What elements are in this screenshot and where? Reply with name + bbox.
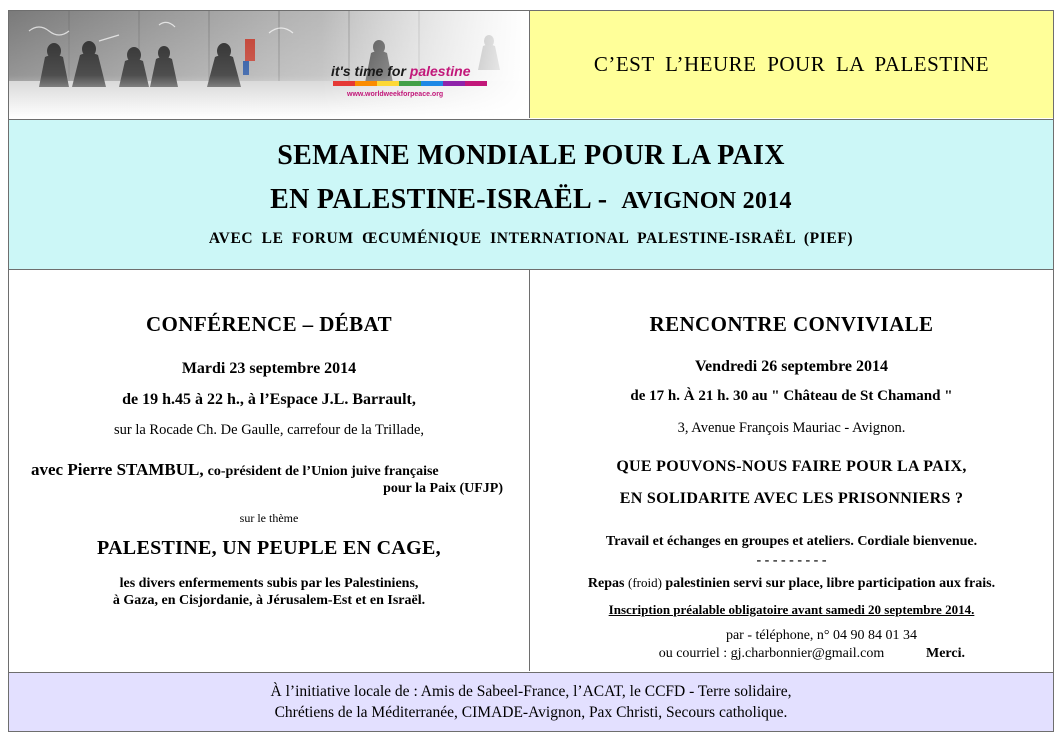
speaker-role-continued: pour la Paix (UFJP) [383, 481, 503, 496]
meeting-work: Travail et échanges en groupes et ateliers. Cordiale bienvenue. [605, 534, 978, 549]
meeting-column [530, 270, 1053, 671]
campaign-logo [331, 63, 471, 79]
title-city: AVIGNON 2014 [621, 188, 792, 214]
meeting-separator: - - - - - - - - - [756, 553, 827, 568]
conference-speaker [31, 460, 503, 480]
meeting-address: 3, Avenue François Mauriac - Avignon. [677, 420, 906, 436]
meal-details: palestinien servi sur place, libre participation aux frais. [661, 576, 996, 591]
conference-column [9, 270, 530, 671]
conference-theme: PALESTINE, UN PEUPLE EN CAGE, [97, 537, 441, 559]
footer-line-2: Chrétiens de la Méditerranée, CIMADE-Avignon, Pax Christi, Secours catholique. [274, 704, 788, 721]
logo-prefix: it's time for [331, 63, 410, 79]
conference-time-place: de 19 h.45 à 22 h., à l’Espace J.L. Barrault, [122, 391, 416, 408]
logo-url[interactable]: www.worldweekforpeace.org [347, 91, 444, 98]
meeting-email[interactable]: ou courriel : gj.charbonnier@gmail.com [658, 646, 885, 661]
meeting-date: Vendredi 26 septembre 2014 [694, 358, 889, 375]
meeting-question-1: QUE POUVONS-NOUS FAIRE POUR LA PAIX, [616, 458, 967, 475]
footer-box [9, 672, 1053, 731]
logo-word: palestine [409, 63, 471, 79]
title-line-1: SEMAINE MONDIALE POUR LA PAIX [277, 140, 785, 171]
meeting-inscription: Inscription préalable obligatoire avant samedi 20 septembre 2014. [608, 602, 975, 617]
title-line-2 [9, 184, 1053, 216]
meeting-phone: par - téléphone, n° 04 90 84 01 34 [725, 628, 918, 643]
flyer-frame [8, 10, 1054, 732]
speaker-role: co-président de l’Union juive française [207, 464, 439, 479]
meeting-time-place: de 17 h. À 21 h. 30 au " Château de St Chamand " [630, 388, 953, 404]
conference-date: Mardi 23 septembre 2014 [181, 360, 357, 377]
slogan: C’EST L’HEURE POUR LA PALESTINE [529, 11, 1053, 118]
banner-photo [9, 11, 529, 118]
theme-description-2: à Gaza, en Cisjordanie, à Jérusalem-Est et en Israël. [112, 593, 426, 608]
conference-address: sur la Rocade Ch. De Gaulle, carrefour de la Trillade, [113, 422, 425, 438]
title-region: EN PALESTINE-ISRAËL - [270, 184, 608, 215]
conference-heading: CONFÉRENCE – DÉBAT [145, 312, 392, 336]
theme-label: sur le thème [239, 511, 299, 525]
meeting-question-2: EN SOLIDARITE AVEC LES PRISONNIERS ? [619, 490, 964, 507]
header-row [9, 11, 1053, 120]
title-line-3: AVEC LE FORUM ŒCUMÉNIQUE INTERNATIONAL PALESTINE-ISRAËL (PIEF) [208, 230, 854, 247]
meal-type: (froid) [627, 575, 662, 590]
speaker-name: avec Pierre STAMBUL, [31, 460, 204, 479]
meeting-heading: RENCONTRE CONVIVIALE [649, 312, 934, 336]
theme-description-1: les divers enfermements subis par les Palestiniens, [119, 576, 419, 591]
meeting-thanks: Merci. [926, 646, 965, 661]
rainbow-stripe [333, 81, 487, 86]
meal-label: Repas [587, 576, 628, 591]
footer-line-1: À l’initiative locale de : Amis de Sabeel-France, l’ACAT, le CCFD - Terre solidaire, [270, 683, 792, 700]
title-box [9, 120, 1053, 270]
meeting-meal [530, 575, 1053, 592]
